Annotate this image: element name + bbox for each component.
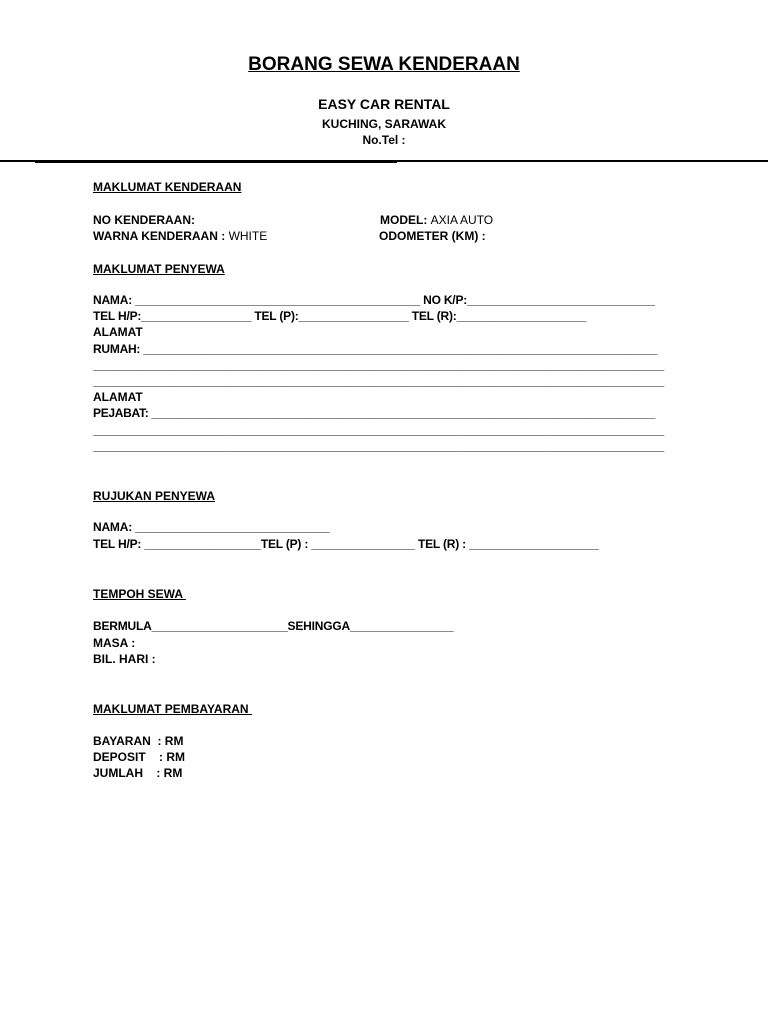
period-start-line: BERMULA_____________________SEHINGGA________________ [93,619,454,633]
vehicle-color-label: WARNA KENDERAAN : [93,229,226,243]
vehicle-color-value: WHITE [228,229,268,243]
reference-name-line: NAMA: ______________________________ [93,520,330,534]
company-name: EASY CAR RENTAL [318,96,450,112]
company-location: KUCHING, SARAWAK [321,117,446,131]
period-masa-label: MASA : [93,636,136,650]
renter-address-blank-1: ___________________________________________________________________________________________ [93,358,664,372]
vehicle-odometer-label: ODOMETER (KM) : [379,229,486,243]
renter-pejabat-line: PEJABAT: _______________________________________________________________________________ [93,406,655,420]
renter-name-line: NAMA: ____________________________________________ NO K/P:_____________________________ [93,293,655,307]
renter-address-blank-2: ___________________________________________________________________________________________ [93,374,664,388]
payment-jumlah: JUMLAH : RM [93,766,183,780]
vehicle-no-label: NO KENDERAAN: [93,213,195,227]
period-days-label: BIL. HARI : [93,652,156,666]
payment-bayaran: BAYARAN : RM [93,734,184,748]
vehicle-color-row [93,229,267,243]
renter-office-blank-1: ___________________________________________________________________________________________ [93,423,664,437]
vehicle-model-row [380,213,493,227]
reference-tel-line: TEL H/P: __________________TEL (P) : ________________ TEL (R) : ____________________ [93,537,599,551]
vehicle-section-heading: MAKLUMAT KENDERAAN [93,180,242,194]
header-divider-thin [35,162,397,163]
vehicle-model-label: MODEL: [380,213,428,227]
period-section-heading: TEMPOH SEWA [93,587,186,601]
renter-alamat-label: ALAMAT [93,325,143,339]
payment-deposit: DEPOSIT : RM [93,750,186,764]
reference-section-heading: RUJUKAN PENYEWA [93,489,216,503]
renter-office-blank-2: ___________________________________________________________________________________________ [93,439,664,453]
company-phone: No.Tel : [362,133,406,147]
payment-section-heading: MAKLUMAT PEMBAYARAN [93,702,252,716]
renter-section-heading: MAKLUMAT PENYEWA [93,262,225,276]
renter-tel-line: TEL H/P:_________________ TEL (P):_________________ TEL (R):____________________ [93,309,587,323]
vehicle-model-value: AXIA AUTO [430,213,494,227]
form-title: BORANG SEWA KENDERAAN [248,54,520,75]
renter-alamat-label-2: ALAMAT [93,390,143,404]
renter-rumah-line: RUMAH: ________________________________________________________________________________ [93,342,658,356]
